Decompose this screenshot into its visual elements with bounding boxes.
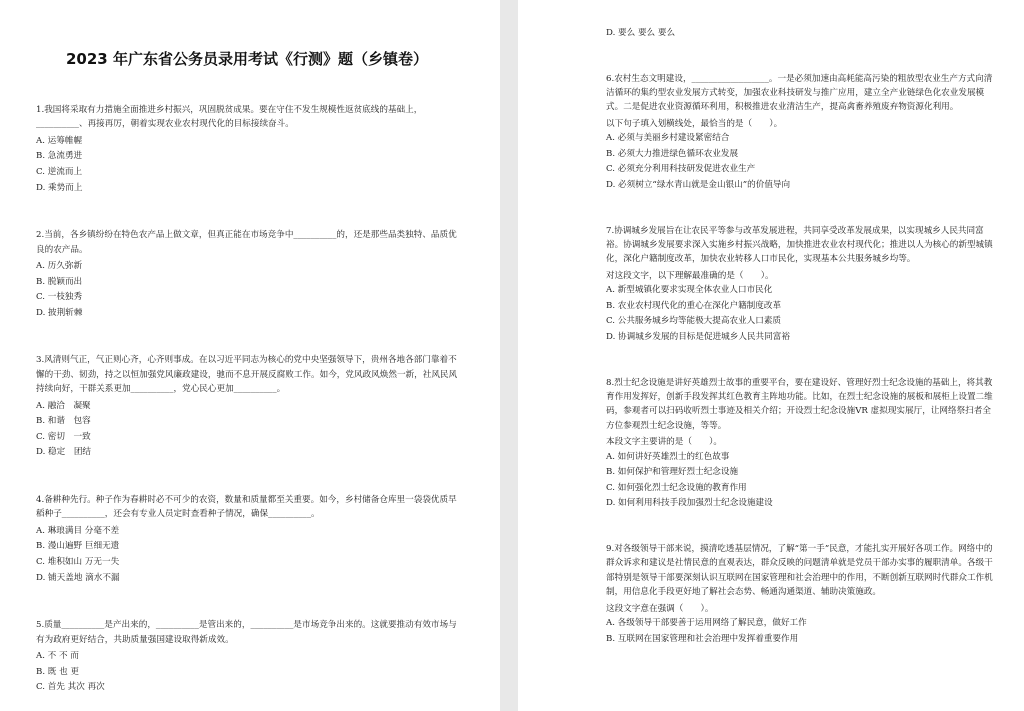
- option-d: D. 乘势而上: [36, 182, 83, 193]
- question-stem: 3.风清则气正，气正则心齐，心齐则事成。在以习近平同志为核心的党中央坚强领导下，贵州各地各部门靠着不懈的干劲、韧劲，持之以恒加强党风廉政建设，驰而不息开展反腐败工作。如今，党风政风焕然一新，社风民风持续向好，干群关系更加__________，党心民心更加__________。: [36, 355, 458, 395]
- question-1: [36, 103, 458, 196]
- option-d: D. 必须树立“绿水青山就是金山银山”的价值导向: [606, 180, 791, 190]
- question-prompt: 这段文字意在强调（ ）。: [606, 603, 714, 614]
- option-b: B. 互联网在国家管理和社会治理中发挥着重要作用: [606, 633, 799, 644]
- question-2: [36, 228, 458, 321]
- question-6: [606, 72, 994, 194]
- question-8: [606, 376, 994, 512]
- question-4: [36, 493, 458, 586]
- question-stem: 5.质量__________是产出来的，__________是管出来的，__________是市场竞争出来的。这就要推动有效市场与有为政府更好结合，共助质量强国建设取得新成效。: [36, 620, 457, 645]
- option-a: A. 历久弥新: [36, 261, 83, 271]
- question-stem: 9.对各级领导干部来说，摸清吃透基层情况，了解“第一手”民意，才能扎实开展好各项工作。网络中的群众诉求和建议是社情民意的直观表达，群众反映的问题清单就是党员干部办实事的履职清单。各级干部特别是领导干部要深刻认识互联网在国家管理和社会治理中的作用，不断创新互联网时代群众工作机制，用信息化手段更好地了解社会态势、畅通沟通渠道、辅助决策施政。: [606, 544, 993, 598]
- option-d: D. 要么 要么 要么: [606, 28, 676, 38]
- option-c: C. 密切 一致: [36, 431, 91, 442]
- question-stem: 6.农村生态文明建设，__________________。一是必须加速由高耗能高污染的粗放型农业生产方式向清洁循环的集约型农业发展方式转变，加强农业科技研发与推广应用，建立全产业链绿色化农业发展模式。二是促进农业资源循环利用，积极推进农业清洁生产，提高禽畜养殖废弃物资源化利用。: [606, 73, 993, 113]
- option-d: D. 铺天盖地 滴水不漏: [36, 572, 120, 583]
- question-stem: 2.当前，各乡镇纷纷在特色农产品上做文章，但真正能在市场竞争中__________的，还是那些品类独特、品质优良的农产品。: [36, 230, 457, 255]
- option-d: D. 如何利用科技手段加强烈士纪念设施建设: [606, 498, 773, 509]
- option-b: B. 必须大力推进绿色循环农业发展: [606, 148, 739, 159]
- option-a: A. 琳琅满目 分毫不差: [36, 525, 120, 536]
- option-c: C. 公共服务城乡均等能极大提高农业人口素质: [606, 316, 782, 327]
- question-prompt: 对这段文字，以下理解最准确的是（ ）。: [606, 270, 774, 281]
- option-a: A. 运筹帷幄: [36, 135, 83, 146]
- option-b: B. 如何保护和管理好烈士纪念设施: [606, 467, 739, 478]
- option-d: D. 稳定 团结: [36, 447, 92, 458]
- option-a: A. 各级领导干部要善于运用网络了解民意，做好工作: [606, 618, 807, 629]
- question-prompt: 本段文字主要讲的是（ ）。: [606, 437, 723, 448]
- option-d: D. 披荆斩棘: [36, 307, 83, 318]
- question-7: [606, 224, 994, 346]
- option-b: B. 脱颖而出: [36, 276, 83, 287]
- option-a: A. 不 不 而: [36, 650, 79, 661]
- question-prompt: 以下句子填入划横线处，最恰当的是（ ）。: [606, 118, 783, 129]
- question-5: [36, 618, 458, 696]
- option-a: A. 必须与美丽乡村建设紧密结合: [606, 133, 730, 144]
- option-c: C. 如何强化烈士纪念设施的教育作用: [606, 482, 747, 493]
- option-c: C. 一枝独秀: [36, 292, 83, 303]
- option-c: C. 首先 其次 再次: [36, 682, 105, 693]
- left-page: [0, 0, 500, 711]
- option-b: B. 和谐 包容: [36, 416, 91, 427]
- option-b: B. 农业农村现代化的重心在深化户籍制度改革: [606, 300, 782, 311]
- option-b: B. 急流勇进: [36, 151, 83, 162]
- option-b: B. 漫山遍野 巨细无遗: [36, 541, 120, 552]
- question-stem: 1.我国将采取有力措施全面推进乡村振兴，巩固脱贫成果。要在守住不发生规模性返贫底线的基础上，__________、再接再厉，朝着实现农业农村现代化的目标接续奋斗。: [36, 105, 423, 130]
- question-stem: 4.备耕种先行。种子作为春耕时必不可少的农资，数量和质量都至关重要。如今，乡村储备仓库里一袋袋优质早稻种子__________，还会有专业人员定时查看种子情况，确保__________。: [36, 494, 457, 520]
- option-a: A. 融洽 凝聚: [36, 400, 91, 411]
- right-page: [518, 0, 1024, 711]
- option-c: C. 堆积如山 万无一失: [36, 556, 120, 567]
- question-stem: 7.协调城乡发展旨在让农民平等参与改革发展进程，共同享受改革发展成果，以实现城乡人民共同富裕。协调城乡发展要求深入实施乡村振兴战略，加快推进农业农村现代化；推进以人为核心的新型城镇化，深化户籍制度改革，加快农业转移人口市民化，实现基本公共服务城乡均等。: [606, 225, 993, 265]
- question-3: [36, 353, 458, 461]
- option-d: D. 协调城乡发展的目标是促进城乡人民共同富裕: [606, 332, 790, 342]
- question-9: [606, 542, 994, 647]
- option-b: B. 既 也 更: [36, 666, 80, 677]
- question-stem: 8.烈士纪念设施是讲好英雄烈士故事的重要平台，要在建设好、管理好烈士纪念设施的基础上，将其教育作用发挥好，创新手段发挥其红色教育主阵地功能。比如，在烈士纪念设施的展板和展柜上设置二维码，参观者可以扫码收听烈士事迹及相关介绍；开设烈士纪念设施VR 虚拟现实展厅，让网络祭扫者全方位参观烈士纪念设施，等等。: [606, 377, 993, 431]
- option-a: A. 新型城镇化要求实现全体农业人口市民化: [606, 285, 773, 296]
- document-title: 2023 年广东省公务员录用考试《行测》题（乡镇卷）: [66, 50, 428, 68]
- option-c: C. 逆流而上: [36, 167, 83, 177]
- option-c: C. 必须充分利用科技研发促进农业生产: [606, 164, 756, 175]
- option-a: A. 如何讲好英雄烈士的红色故事: [606, 451, 730, 462]
